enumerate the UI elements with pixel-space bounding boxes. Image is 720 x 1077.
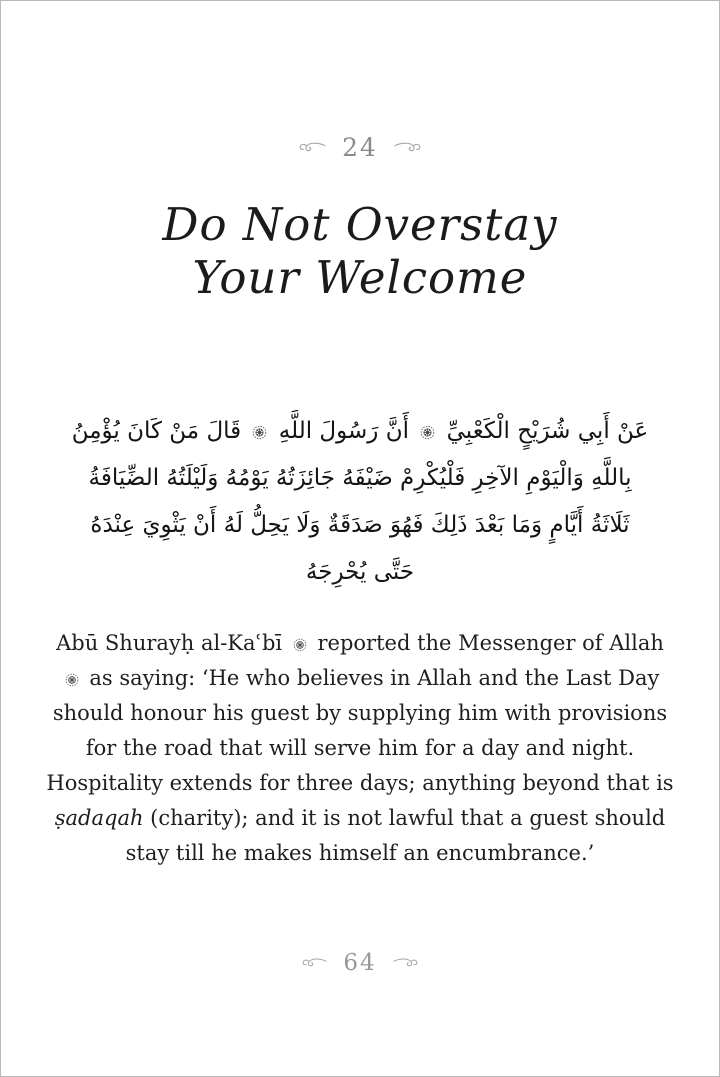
translation-term-sadaqah: ṣadaqah	[54, 806, 144, 830]
translation-line7: stay till he makes himself an encumbrance.’	[125, 841, 595, 865]
chapter-number-row	[299, 133, 421, 162]
arabic-text: أَنَّ رَسُولَ اللَّهِ	[278, 418, 409, 444]
translation-line5: Hospitality extends for three days; anything beyond that is	[46, 771, 674, 795]
translation-line1	[46, 626, 673, 661]
arabic-hadith-line4: حَتَّى يُحْرِجَهُ	[305, 559, 415, 585]
arabic-text: عَنْ أَبِي شُرَيْحٍ الْكَعْبِيِّ	[446, 418, 649, 444]
arabic-text: قَالَ مَنْ كَانَ يُؤْمِنُ	[71, 418, 242, 444]
arabic-hadith	[72, 408, 649, 596]
translation-text: (charity); and it is not lawful that a guest should	[143, 806, 666, 830]
translation-line2	[46, 661, 673, 696]
chapter-title	[162, 198, 557, 304]
radi-allahu-anhu-icon	[293, 638, 307, 652]
chapter-title-line2: Your Welcome	[192, 251, 528, 304]
translation-text: as saying: ‘He who believes in Allah and the Last Day	[89, 666, 660, 690]
flourish-left-icon	[302, 957, 327, 969]
flourish-right-icon	[393, 957, 418, 969]
translation-line3: should honour his guest by supplying him with provisions	[52, 701, 668, 725]
chapter-number: 24	[342, 133, 378, 162]
translation-line4: for the road that will serve him for a day and night.	[85, 736, 635, 760]
translation-text: Abū Shurayḥ al-Kaʿbī	[56, 631, 283, 655]
page-number-row	[302, 950, 417, 976]
flourish-left-icon	[299, 141, 326, 154]
arabic-hadith-line1	[72, 408, 649, 455]
translation-text: reported the Messenger of Allah	[317, 631, 664, 655]
arabic-hadith-line2: بِاللَّهِ وَالْيَوْمِ الآخِرِ فَلْيُكْرِمْ ضَيْفَهُ جَائِزَتُهُ يَوْمُهُ وَلَيْلَتُهُ الضِّيَافَةُ	[88, 465, 632, 491]
sallallahu-alayhi-wa-sallam-icon	[65, 673, 79, 687]
sallallahu-alayhi-wa-sallam-icon	[252, 425, 267, 440]
hadith-translation	[46, 626, 673, 871]
chapter-title-line1: Do Not Overstay	[162, 198, 558, 251]
radi-allahu-anhu-icon	[420, 425, 435, 440]
translation-line6	[46, 801, 673, 836]
arabic-hadith-line3: ثَلَاثَةُ أَيَّامٍ وَمَا بَعْدَ ذَلِكَ فَهُوَ صَدَقَةٌ وَلَا يَحِلُّ لَهُ أَنْ يَثْوِيَ عِنْدَهُ	[90, 512, 630, 538]
page-number: 64	[343, 950, 377, 976]
flourish-right-icon	[394, 141, 421, 154]
